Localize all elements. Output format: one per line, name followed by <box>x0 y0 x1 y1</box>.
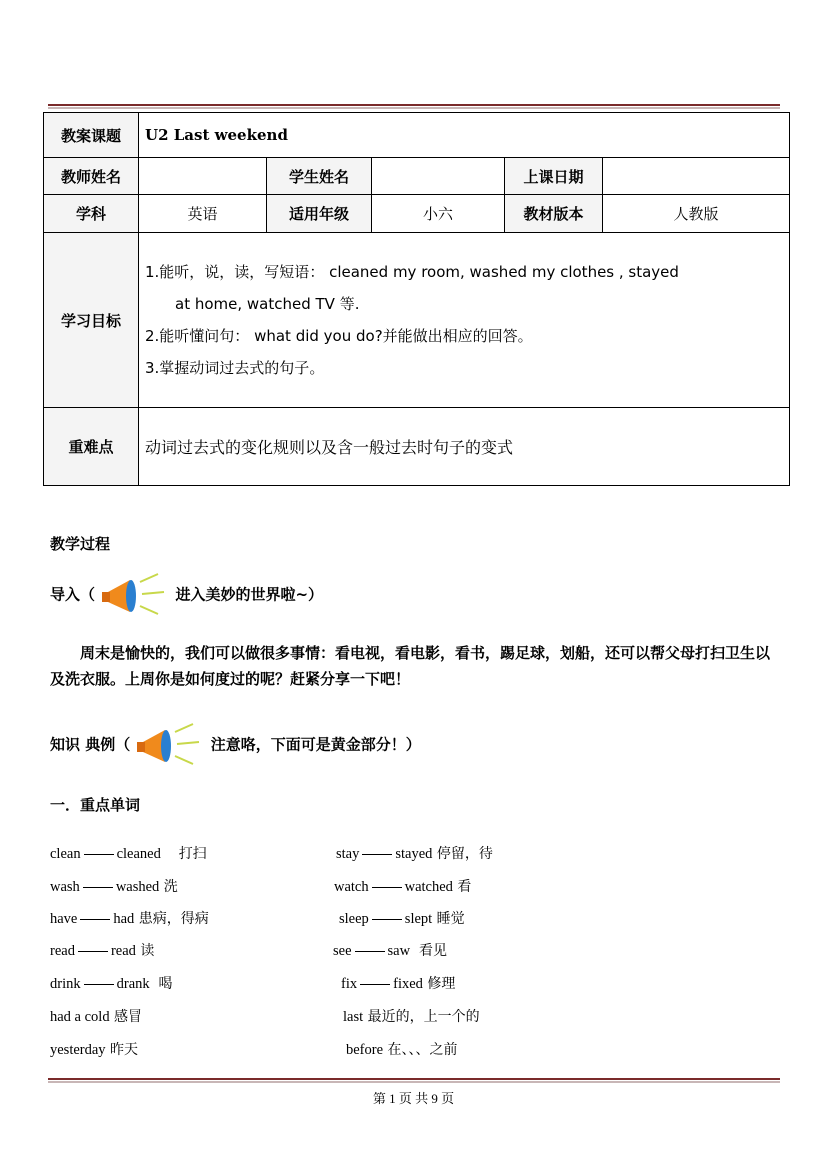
footer-rule <box>48 1078 780 1083</box>
knowledge-text: 注意咯，下面可是黄金部分！） <box>210 735 421 754</box>
header-rule <box>48 104 780 109</box>
vocab-item: yesterday 昨天 <box>50 1042 139 1058</box>
goals-content <box>139 233 790 408</box>
megaphone-icon <box>100 572 170 618</box>
intro-paragraph: 周末是愉快的，我们可以做很多事情：看电视，看电影，看书，踢足球，划船，还可以帮父母打扫卫生以及洗衣服。上周你是如何度过的呢？赶紧分享一下吧！ <box>50 644 771 688</box>
knowledge-line <box>50 722 421 768</box>
student-label: 学生姓名 <box>267 158 372 195</box>
topic-label: 教案课题 <box>44 113 139 158</box>
page-number: 第 1 页 共 9 页 <box>372 1091 455 1106</box>
teacher-label: 教师姓名 <box>44 158 139 195</box>
vocab-item: sleep slept 睡觉 <box>339 911 465 927</box>
vocab-heading: 一．重点单词 <box>50 796 141 814</box>
vocab-item: drink drank 喝 <box>50 976 173 992</box>
intro-text: 进入美妙的世界啦~） <box>175 585 324 604</box>
vocab-item: had a cold 感冒 <box>50 1009 143 1025</box>
vocab-item: see saw 看见 <box>333 943 447 959</box>
vocab-item: clean cleaned 打扫 <box>50 846 207 862</box>
process-heading: 教学过程 <box>50 535 111 553</box>
vocab-item: have had 患病，得病 <box>50 911 209 927</box>
knowledge-prefix: 知识 典例（ <box>50 735 131 754</box>
intro-line <box>50 572 323 618</box>
vocab-item: wash washed 洗 <box>50 879 178 895</box>
megaphone-icon <box>135 722 205 768</box>
lesson-info-table <box>43 112 790 486</box>
difficulty-value: 动词过去式的变化规则以及含一般过去时句子的变式 <box>139 408 790 486</box>
grade-value: 小六 <box>372 195 505 233</box>
vocab-item: fix fixed 修理 <box>341 976 456 992</box>
textbook-value: 人教版 <box>603 195 790 233</box>
vocab-item: stay stayed 停留，待 <box>336 846 493 862</box>
difficulty-label: 重难点 <box>44 408 139 486</box>
student-value <box>372 158 505 195</box>
vocab-item: watch watched 看 <box>334 879 472 895</box>
topic-value: U2 Last weekend <box>139 113 790 158</box>
date-label: 上课日期 <box>505 158 603 195</box>
textbook-label: 教材版本 <box>505 195 603 233</box>
vocab-item: read read 读 <box>50 943 155 959</box>
vocab-item: last 最近的，上一个的 <box>343 1009 480 1025</box>
goals-label: 学习目标 <box>44 233 139 408</box>
grade-label: 适用年级 <box>267 195 372 233</box>
teacher-value <box>139 158 267 195</box>
goal-1b: at home, watched TV 等. <box>175 295 360 313</box>
subject-value: 英语 <box>139 195 267 233</box>
subject-label: 学科 <box>44 195 139 233</box>
goal-3: 3.掌握动词过去式的句子。 <box>145 359 325 377</box>
date-value <box>603 158 790 195</box>
goal-1a: 1.能听，说，读，写短语： cleaned my room, washed my clothes , stayed <box>145 263 679 281</box>
vocab-item: before 在、、、之前 <box>346 1042 458 1058</box>
goal-2: 2.能听懂问句： what did you do?并能做出相应的回答。 <box>145 327 533 345</box>
intro-prefix: 导入（ <box>50 585 96 604</box>
